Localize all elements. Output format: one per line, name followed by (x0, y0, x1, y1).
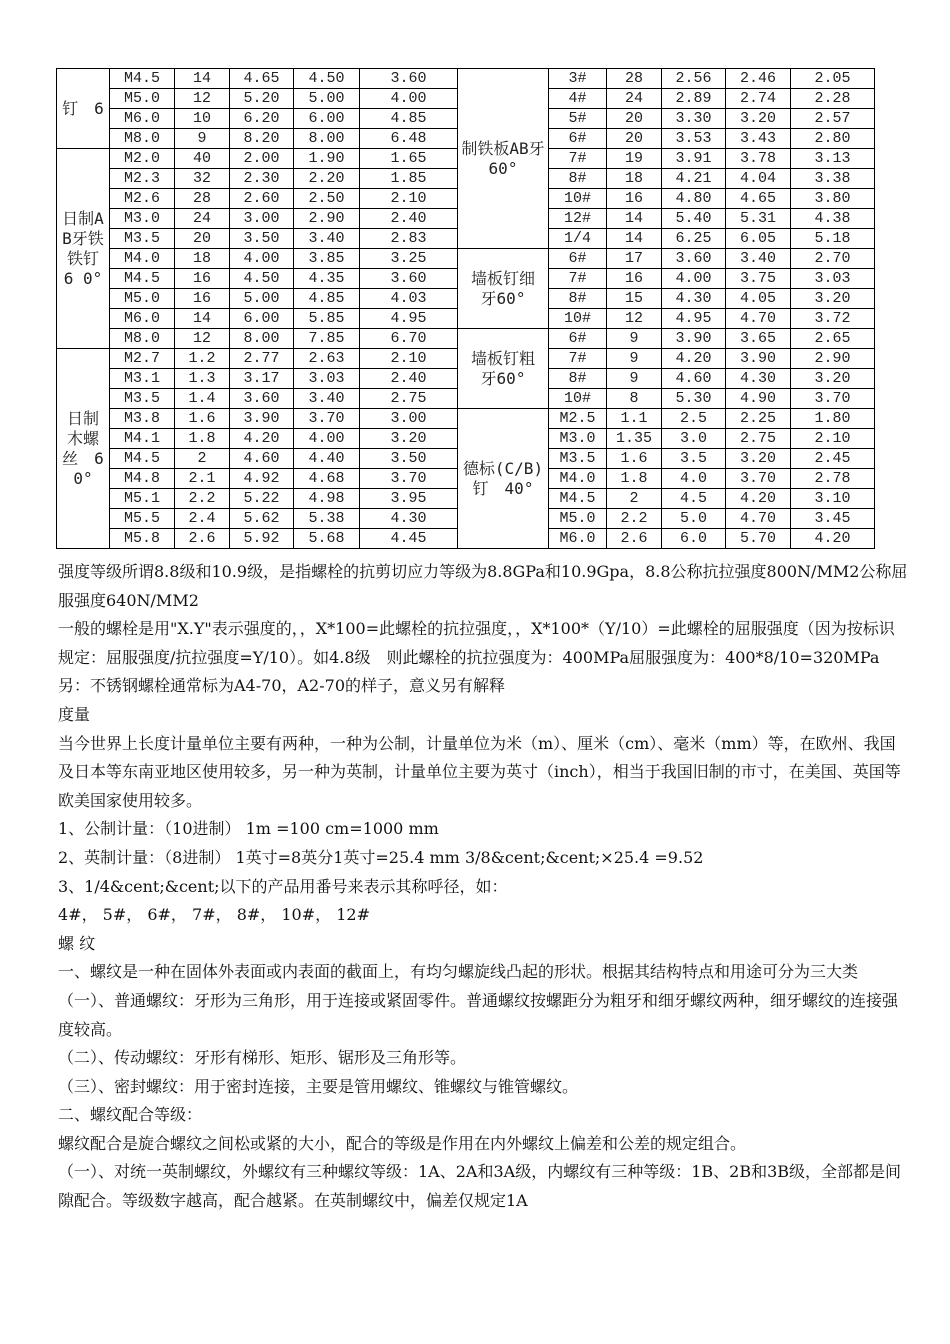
table-cell: 3.20 (360, 429, 458, 449)
table-cell: M5.8 (110, 529, 175, 549)
table-cell: 2.6 (175, 529, 230, 549)
table-cell: 5.31 (726, 209, 791, 229)
table-cell: 3.60 (360, 69, 458, 89)
table-cell: 9 (175, 129, 230, 149)
table-cell: 4# (549, 89, 607, 109)
table-cell: 2.1 (175, 469, 230, 489)
table-cell: 2.65 (791, 329, 875, 349)
table-cell: 3.50 (360, 449, 458, 469)
table-cell: 5.22 (230, 489, 294, 509)
table-row (57, 69, 875, 89)
table-cell: 5.62 (230, 509, 294, 529)
right-group-label: 制铁板AB牙 60° (458, 69, 549, 249)
table-cell: 3.5 (662, 449, 726, 469)
table-cell: 6.05 (726, 229, 791, 249)
screw-spec-table (56, 68, 875, 549)
table-cell: 4.0 (662, 469, 726, 489)
table-cell: 3.43 (726, 129, 791, 149)
table-cell: 2.40 (360, 369, 458, 389)
table-cell: 3.60 (360, 269, 458, 289)
table-cell: 18 (175, 249, 230, 269)
table-cell: 4.65 (726, 189, 791, 209)
table-cell: 4.98 (294, 489, 360, 509)
table-cell: 3.17 (230, 369, 294, 389)
right-group-label: 德标(C/B)钉 40° (458, 409, 549, 549)
table-cell: 10# (549, 389, 607, 409)
table-cell: 16 (607, 269, 662, 289)
paragraph: 3、1/4&cent;&cent;以下的产品用番号来表示其称呼径，如： (58, 876, 508, 896)
table-cell: 3.90 (662, 329, 726, 349)
table-cell: 4.38 (791, 209, 875, 229)
table-cell: 8.00 (294, 129, 360, 149)
table-cell: 4.00 (360, 89, 458, 109)
table-cell: 3.20 (726, 109, 791, 129)
table-cell: 2.10 (791, 429, 875, 449)
table-cell: 2.25 (726, 409, 791, 429)
table-cell: 4.90 (726, 389, 791, 409)
table-cell: 1.65 (360, 149, 458, 169)
table-cell: 14 (607, 209, 662, 229)
table-cell: 4.00 (662, 269, 726, 289)
table-cell: 2.05 (791, 69, 875, 89)
table-cell: 12 (175, 89, 230, 109)
left-group-label: 日制木螺丝 6 0° (57, 349, 110, 549)
table-cell: 2.80 (791, 129, 875, 149)
table-cell: 5.0 (662, 509, 726, 529)
table-cell: 3.45 (791, 509, 875, 529)
table-cell: 3.78 (726, 149, 791, 169)
table-cell: 3.25 (360, 249, 458, 269)
table-cell: 2.63 (294, 349, 360, 369)
table-cell: 4.04 (726, 169, 791, 189)
table-cell: M2.7 (110, 349, 175, 369)
table-cell: 4.20 (662, 349, 726, 369)
table-cell: 16 (175, 289, 230, 309)
table-cell: 7# (549, 269, 607, 289)
table-cell: 9 (607, 349, 662, 369)
table-cell: 2.30 (230, 169, 294, 189)
table-cell: 4.03 (360, 289, 458, 309)
table-cell: 24 (175, 209, 230, 229)
paragraph: 1、公制计量：（10进制） 1m =100 cm=1000 mm (58, 819, 439, 839)
table-cell: 3.20 (791, 369, 875, 389)
table-cell: 10# (549, 189, 607, 209)
table-cell: 3.13 (791, 149, 875, 169)
table-cell: 6.70 (360, 329, 458, 349)
table-cell: 2.60 (230, 189, 294, 209)
table-cell: 1.4 (175, 389, 230, 409)
paragraph: 2、英制计量：（8进制） 1英寸=8英分1英寸=25.4 mm 3/8&cent;&cent;×25.4 =9.52 (58, 847, 704, 867)
table-cell: 3.38 (791, 169, 875, 189)
table-cell: 14 (175, 309, 230, 329)
table-cell: 24 (607, 89, 662, 109)
table-cell: 2.40 (360, 209, 458, 229)
table-cell: 5.70 (726, 529, 791, 549)
table-cell: 3.70 (294, 409, 360, 429)
table-cell: 4.30 (726, 369, 791, 389)
table-cell: M4.5 (110, 269, 175, 289)
table-cell: 4.45 (360, 529, 458, 549)
table-cell: 1.2 (175, 349, 230, 369)
table-cell: 6.48 (360, 129, 458, 149)
table-cell: 3.60 (230, 389, 294, 409)
table-cell: 20 (175, 229, 230, 249)
paragraph: 螺纹配合是旋合螺纹之间松或紧的大小，配合的等级是作用在内外螺纹上偏差和公差的规定组合。 (58, 1133, 747, 1153)
table-cell: 4.05 (726, 289, 791, 309)
table-cell: 6.0 (662, 529, 726, 549)
table-cell: 8.20 (230, 129, 294, 149)
table-cell: 12 (175, 329, 230, 349)
table-cell: 4.30 (360, 509, 458, 529)
table-cell: 6# (549, 129, 607, 149)
table-cell: 6.00 (294, 109, 360, 129)
table-cell: 1.85 (360, 169, 458, 189)
table-cell: M6.0 (110, 309, 175, 329)
table-cell: 14 (175, 69, 230, 89)
table-cell: 8# (549, 289, 607, 309)
table-cell: M4.5 (110, 449, 175, 469)
right-group-label: 墙板钉细 牙60° (458, 249, 549, 329)
paragraph: 一、螺纹是一种在固体外表面或内表面的截面上，有均匀螺旋线凸起的形状。根据其结构特点和用途可分为三大类 (58, 962, 859, 982)
table-cell: 6# (549, 249, 607, 269)
table-cell: 19 (607, 149, 662, 169)
body-text (58, 558, 908, 1216)
table-cell: 3.70 (360, 469, 458, 489)
table-cell: M5.5 (110, 509, 175, 529)
table-cell: M4.0 (549, 469, 607, 489)
table-cell: 4.85 (294, 289, 360, 309)
table-cell: 12 (607, 309, 662, 329)
table-cell: M5.0 (110, 89, 175, 109)
paragraph: 另：不锈钢螺栓通常标为A4-70，A2-70的样子，意义另有解释 (58, 676, 506, 696)
paragraph: 度量 (58, 704, 91, 724)
table-cell: 2.4 (175, 509, 230, 529)
table-cell: 3.40 (294, 389, 360, 409)
table-cell: 4.65 (230, 69, 294, 89)
table-cell: M2.5 (549, 409, 607, 429)
table-cell: 2.74 (726, 89, 791, 109)
table-cell: 1.8 (607, 469, 662, 489)
table-cell: 5.38 (294, 509, 360, 529)
table-cell: 3.03 (294, 369, 360, 389)
table-cell: 4.00 (294, 429, 360, 449)
table-cell: 4.95 (662, 309, 726, 329)
table-cell: 28 (607, 69, 662, 89)
table-cell: 17 (607, 249, 662, 269)
table-cell: 12# (549, 209, 607, 229)
table-row (57, 249, 875, 269)
left-group-label: 日制AB牙铁铁钉 6 0° (57, 149, 110, 349)
table-row (57, 409, 875, 429)
table-cell: 4.50 (230, 269, 294, 289)
table-cell: 1.6 (607, 449, 662, 469)
table-cell: 5.68 (294, 529, 360, 549)
table-cell: 4.40 (294, 449, 360, 469)
table-cell: 3.70 (791, 389, 875, 409)
table-cell: 4.92 (230, 469, 294, 489)
table-cell: 16 (175, 269, 230, 289)
paragraph: （一）、对统一英制螺纹，外螺纹有三种螺纹等级：1A、2A和3A级，内螺纹有三种等级：1B、2B和3B级，全部都是间隙配合。等级数字越高，配合越紧。在英制螺纹中，偏差仅规定1A (58, 1162, 902, 1211)
table-cell: 8# (549, 169, 607, 189)
left-group-label: 钉 6 (57, 69, 110, 149)
table-cell: 4.21 (662, 169, 726, 189)
table-cell: 1.90 (294, 149, 360, 169)
table-cell: 2.70 (791, 249, 875, 269)
table-cell: 3# (549, 69, 607, 89)
table-cell: M5.1 (110, 489, 175, 509)
table-cell: 6.25 (662, 229, 726, 249)
table-cell: 3.65 (726, 329, 791, 349)
table-cell: 3.53 (662, 129, 726, 149)
table-cell: 8 (607, 389, 662, 409)
table-cell: 2.89 (662, 89, 726, 109)
table-cell: 5.92 (230, 529, 294, 549)
table-cell: 4.5 (662, 489, 726, 509)
table-cell: M5.0 (110, 289, 175, 309)
table-cell: 4.80 (662, 189, 726, 209)
table-cell: 2.46 (726, 69, 791, 89)
table-cell: 3.90 (230, 409, 294, 429)
right-group-label: 墙板钉粗 牙60° (458, 329, 549, 409)
table-cell: 40 (175, 149, 230, 169)
table-cell: 5.40 (662, 209, 726, 229)
table-row (57, 329, 875, 349)
table-cell: M4.0 (110, 249, 175, 269)
table-cell: 3.95 (360, 489, 458, 509)
table-cell: 4.20 (726, 489, 791, 509)
table-cell: 5.00 (294, 89, 360, 109)
table-cell: 3.10 (791, 489, 875, 509)
table-cell: 2.83 (360, 229, 458, 249)
table-cell: M6.0 (110, 109, 175, 129)
table-cell: M5.0 (549, 509, 607, 529)
table-cell: M3.0 (549, 429, 607, 449)
table-cell: 3.70 (726, 469, 791, 489)
table-cell: 2.50 (294, 189, 360, 209)
table-cell: 1.8 (175, 429, 230, 449)
table-cell: 8# (549, 369, 607, 389)
table-cell: 2.57 (791, 109, 875, 129)
table-cell: 2.75 (726, 429, 791, 449)
table-cell: 6.20 (230, 109, 294, 129)
table-cell: 3.75 (726, 269, 791, 289)
table-cell: 3.40 (726, 249, 791, 269)
table-cell: 2.10 (360, 189, 458, 209)
table-cell: 1.80 (791, 409, 875, 429)
table-cell: M4.5 (110, 69, 175, 89)
paragraph: （二）、传动螺纹：牙形有梯形、矩形、锯形及三角形等。 (58, 1048, 467, 1068)
table-cell: M8.0 (110, 129, 175, 149)
table-cell: 5.20 (230, 89, 294, 109)
table-cell: 18 (607, 169, 662, 189)
table-cell: M3.5 (549, 449, 607, 469)
table-cell: 3.40 (294, 229, 360, 249)
paragraph: 螺 纹 (58, 933, 96, 953)
paragraph: （三）、密封螺纹：用于密封连接，主要是管用螺纹、锥螺纹与锥管螺纹。 (58, 1076, 579, 1096)
table-cell: 14 (607, 229, 662, 249)
table-cell: 3.91 (662, 149, 726, 169)
table-cell: M2.0 (110, 149, 175, 169)
table-cell: 2.78 (791, 469, 875, 489)
table-cell: M6.0 (549, 529, 607, 549)
table-cell: 1.3 (175, 369, 230, 389)
table-cell: 2.00 (230, 149, 294, 169)
table-cell: 4.20 (230, 429, 294, 449)
table-cell: M4.8 (110, 469, 175, 489)
table-cell: 9 (607, 369, 662, 389)
table-cell: 4.70 (726, 309, 791, 329)
table-cell: 4.35 (294, 269, 360, 289)
table-cell: 4.30 (662, 289, 726, 309)
table-cell: 10# (549, 309, 607, 329)
table-cell: 15 (607, 289, 662, 309)
table-cell: 1.35 (607, 429, 662, 449)
table-cell: 2.2 (607, 509, 662, 529)
paragraph: 4#， 5#， 6#， 7#， 8#， 10#， 12# (58, 905, 370, 925)
table-cell: M3.8 (110, 409, 175, 429)
table-cell: 32 (175, 169, 230, 189)
table-cell: 4.60 (230, 449, 294, 469)
table-cell: 2.45 (791, 449, 875, 469)
table-cell: 2.90 (791, 349, 875, 369)
table-cell: 5.30 (662, 389, 726, 409)
table-cell: M3.1 (110, 369, 175, 389)
table-cell: 7# (549, 349, 607, 369)
table-cell: 8.00 (230, 329, 294, 349)
table-cell: 7.85 (294, 329, 360, 349)
table-cell: 4.00 (230, 249, 294, 269)
table-cell: 3.0 (662, 429, 726, 449)
table-cell: M4.5 (549, 489, 607, 509)
paragraph: 当今世界上长度计量单位主要有两种，一种为公制，计量单位为米（m）、厘米（cm）、毫米（mm）等，在欧州、我国及日本等东南亚地区使用较多，另一种为英制，计量单位主要为英寸（inch），相当于我国旧制的市寸，在美国、英国等欧美国家使用较多。 (58, 733, 901, 810)
table-cell: 2.90 (294, 209, 360, 229)
table-cell: M4.1 (110, 429, 175, 449)
table-cell: 2.56 (662, 69, 726, 89)
table-cell: 3.50 (230, 229, 294, 249)
table-cell: 1/4 (549, 229, 607, 249)
table-cell: 2 (607, 489, 662, 509)
table-cell: 3.72 (791, 309, 875, 329)
table-cell: M2.3 (110, 169, 175, 189)
table-cell: 4.50 (294, 69, 360, 89)
table-cell: 4.68 (294, 469, 360, 489)
table-cell: 4.85 (360, 109, 458, 129)
table-cell: M2.6 (110, 189, 175, 209)
table-cell: 3.90 (726, 349, 791, 369)
table-cell: 6.00 (230, 309, 294, 329)
paragraph: 一般的螺栓是用"X.Y"表示强度的，，X*100=此螺栓的抗拉强度，，X*100*（Y/10）=此螺栓的屈服强度（因为按标识规定：屈服强度/抗拉强度=Y/10）。如4.8级 则此螺栓的抗拉强度为：400MPa屈服强度为：400*8/10=320MPa (58, 619, 895, 667)
table-cell: 3.80 (791, 189, 875, 209)
table-cell: 20 (607, 109, 662, 129)
table-cell: M3.5 (110, 389, 175, 409)
table-cell: 3.20 (791, 289, 875, 309)
table-cell: 4.70 (726, 509, 791, 529)
table-cell: 2.20 (294, 169, 360, 189)
paragraph: 二、螺纹配合等级： (58, 1105, 203, 1125)
table-cell: 3.60 (662, 249, 726, 269)
table-cell: 2.6 (607, 529, 662, 549)
table-cell: 4.95 (360, 309, 458, 329)
table-cell: M8.0 (110, 329, 175, 349)
table-cell: 5.18 (791, 229, 875, 249)
table-cell: 2.77 (230, 349, 294, 369)
table-cell: 28 (175, 189, 230, 209)
table-cell: 5# (549, 109, 607, 129)
table-cell: 7# (549, 149, 607, 169)
table-cell: 6# (549, 329, 607, 349)
table-cell: 2.75 (360, 389, 458, 409)
table-cell: 2.10 (360, 349, 458, 369)
table-cell: 3.85 (294, 249, 360, 269)
paragraph: 强度等级所谓8.8级和10.9级，是指螺栓的抗剪切应力等级为8.8GPa和10.9Gpa，8.8公称抗拉强度800N/MM2公称屈服强度640N/MM2 (58, 562, 908, 610)
table-cell: 2.5 (662, 409, 726, 429)
table-cell: 5.00 (230, 289, 294, 309)
table-cell: 2 (175, 449, 230, 469)
table-cell: 9 (607, 329, 662, 349)
paragraph: （一）、普通螺纹：牙形为三角形，用于连接或紧固零件。普通螺纹按螺距分为粗牙和细牙螺纹两种，细牙螺纹的连接强度较高。 (58, 990, 899, 1039)
table-cell: 4.20 (791, 529, 875, 549)
table-cell: 3.30 (662, 109, 726, 129)
table-cell: M3.5 (110, 229, 175, 249)
table-cell: 2.28 (791, 89, 875, 109)
table-cell: M3.0 (110, 209, 175, 229)
table-cell: 16 (607, 189, 662, 209)
table-cell: 10 (175, 109, 230, 129)
table-cell: 2.2 (175, 489, 230, 509)
table-cell: 3.00 (230, 209, 294, 229)
table-cell: 5.85 (294, 309, 360, 329)
table-cell: 1.6 (175, 409, 230, 429)
table-cell: 3.03 (791, 269, 875, 289)
table-cell: 4.60 (662, 369, 726, 389)
table-cell: 20 (607, 129, 662, 149)
table-cell: 3.20 (726, 449, 791, 469)
table-cell: 1.1 (607, 409, 662, 429)
table-cell: 3.00 (360, 409, 458, 429)
